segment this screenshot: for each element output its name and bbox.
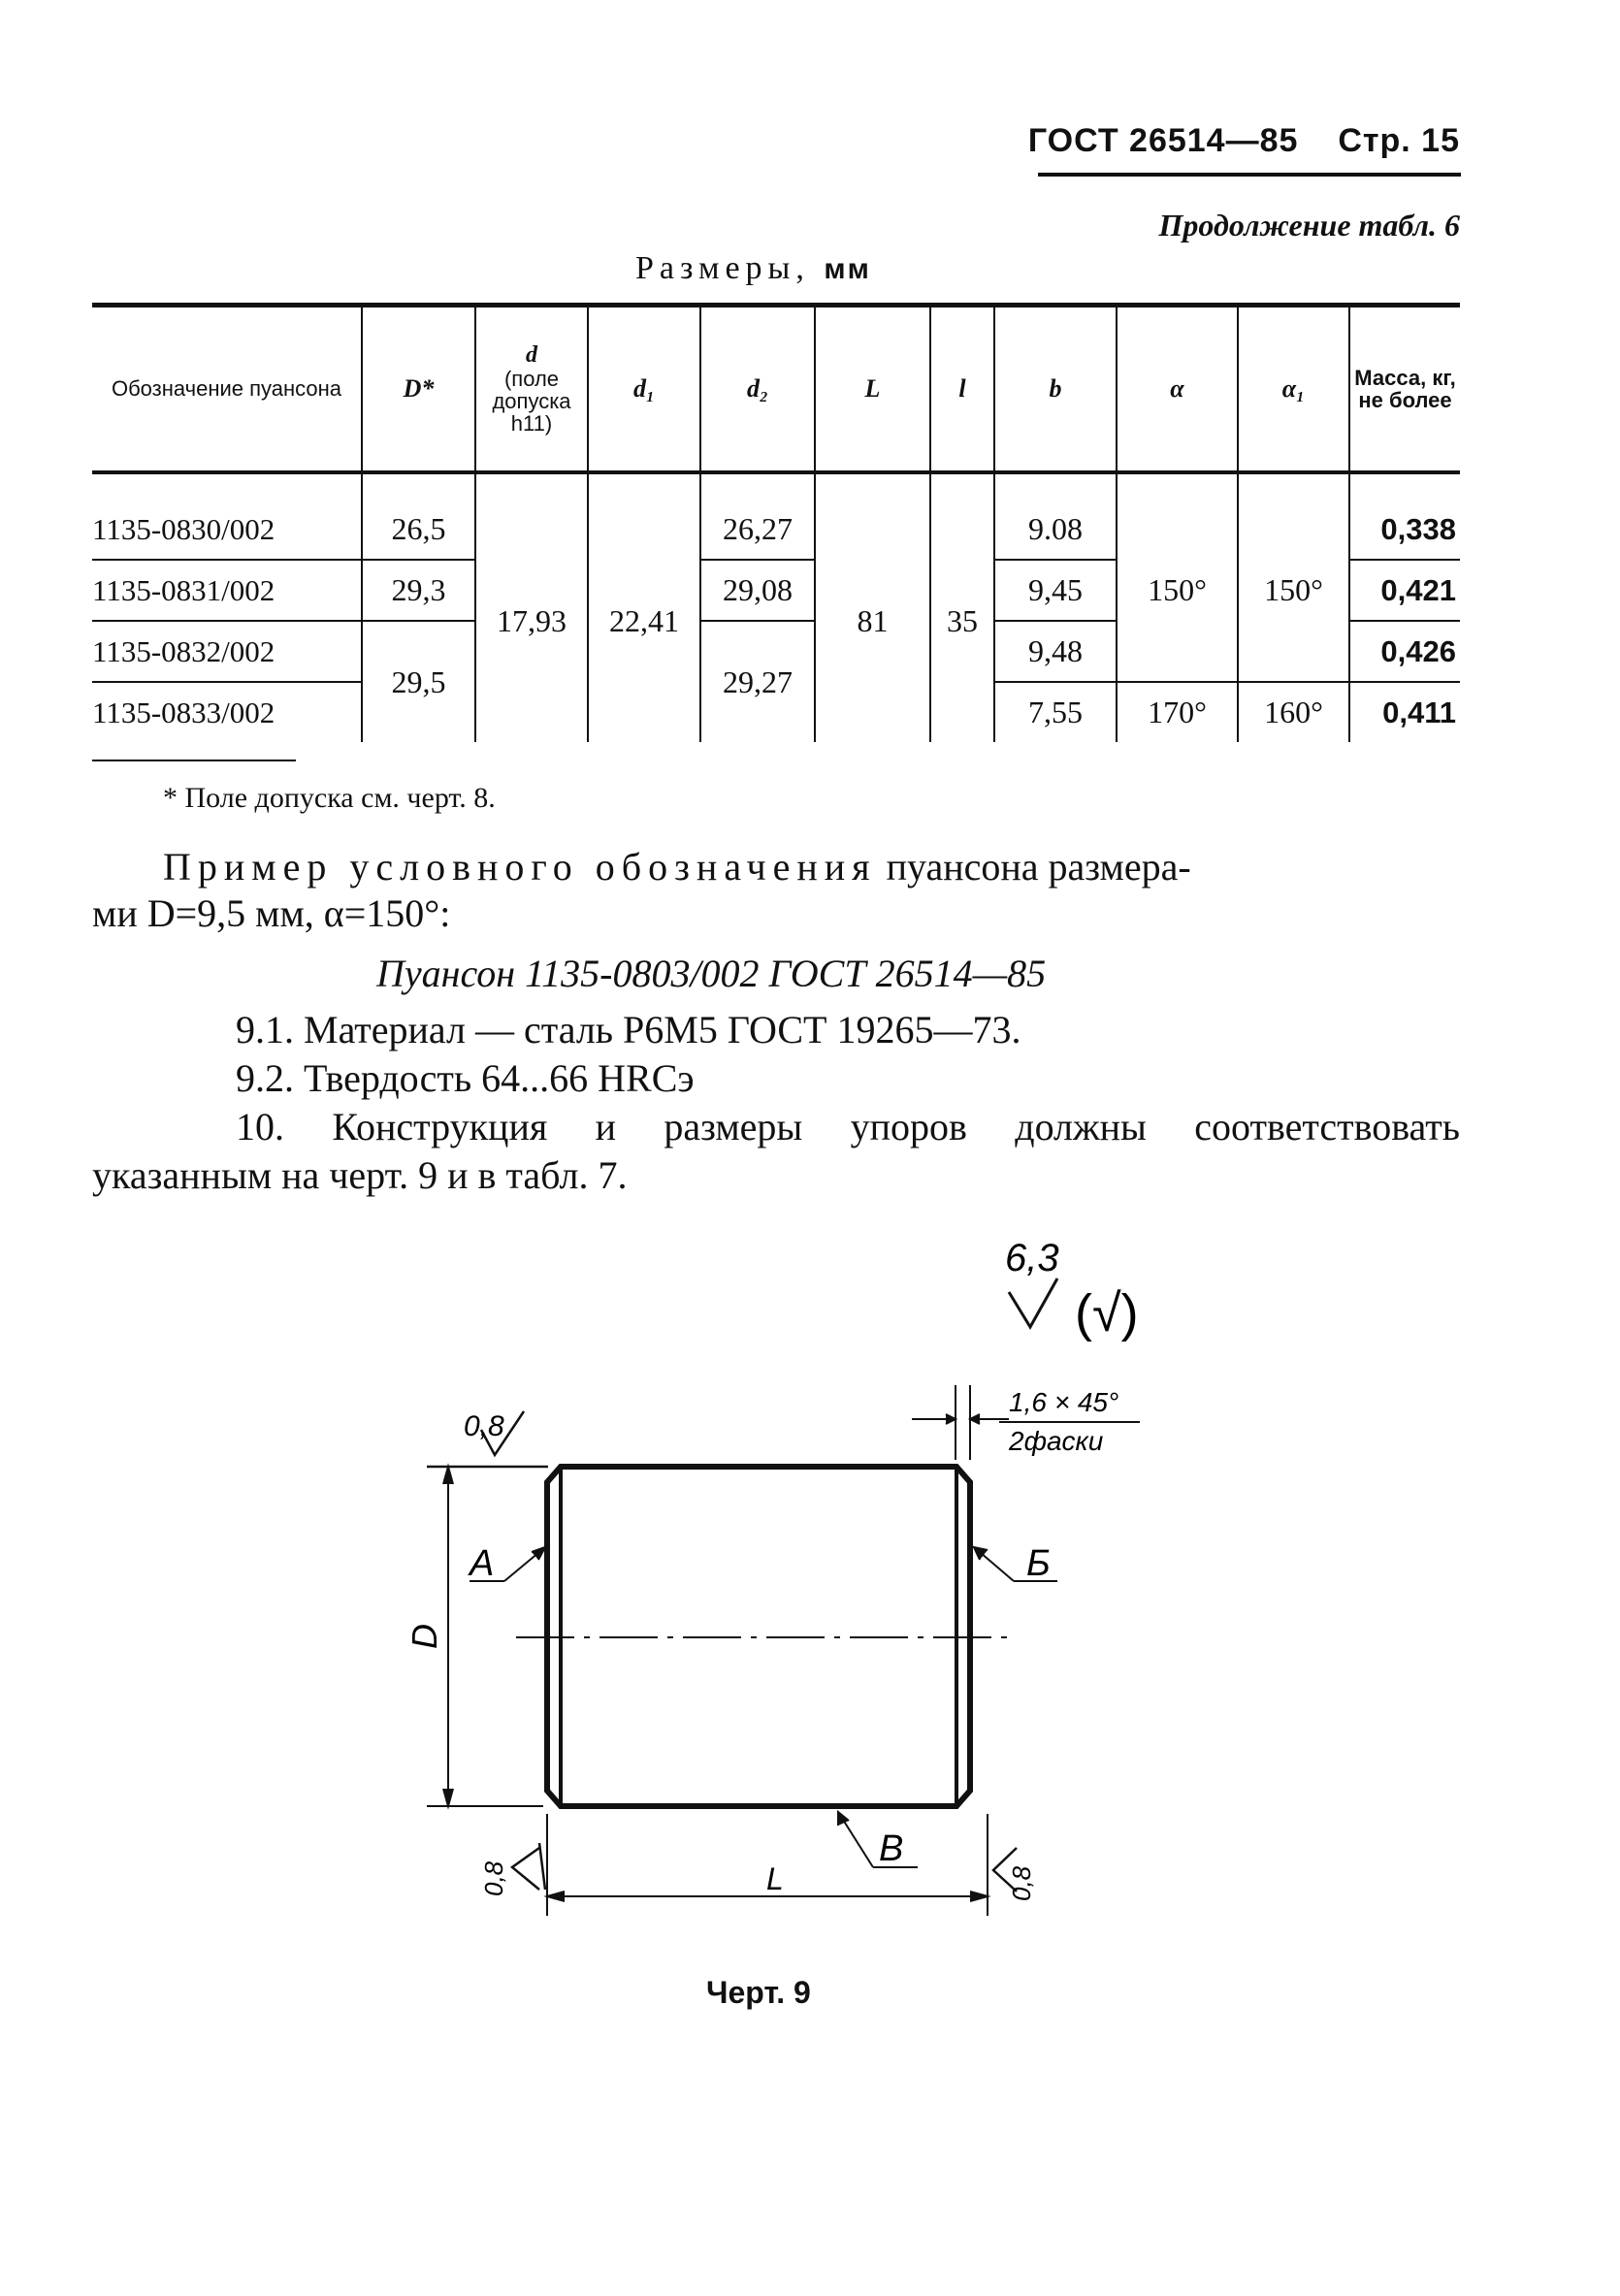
cell-mass: 0,338 xyxy=(1349,472,1460,560)
roughness-bottom-left xyxy=(512,1843,545,1890)
cell-D: 26,5 xyxy=(362,472,475,560)
cell-alpha: 170° xyxy=(1117,682,1238,742)
col-d1: d₁ xyxy=(588,306,700,473)
cell-l-merged: 35 xyxy=(930,472,994,742)
cell-D: 29,3 xyxy=(362,560,475,621)
cell-d1-merged: 22,41 xyxy=(588,472,700,742)
item-10-cont: указанным на черт. 9 и в табл. 7. xyxy=(92,1153,628,1197)
col-l: l xyxy=(930,306,994,473)
cell-b: 9,48 xyxy=(994,621,1117,682)
item-9-2: 9.2. Твердость 64...66 HRCэ xyxy=(236,1056,695,1100)
cell-b: 7,55 xyxy=(994,682,1117,742)
example-line1-rest: пуансона размера- xyxy=(886,845,1191,889)
example-line-2: ми D=9,5 мм, α=150°: xyxy=(92,891,451,935)
roughness-br-value: 0,8 xyxy=(1007,1865,1036,1901)
cell-designation: 1135-0832/002 xyxy=(92,621,362,682)
cell-mass: 0,411 xyxy=(1349,682,1460,742)
col-d2: d₂ xyxy=(700,306,815,473)
standard-number: ГОСТ 26514—85 xyxy=(1027,122,1299,159)
label-B: Б xyxy=(1026,1543,1051,1584)
cell-L-merged: 81 xyxy=(815,472,930,742)
label-V: В xyxy=(879,1828,904,1869)
cell-D-merged: 29,5 xyxy=(362,621,475,742)
cell-designation: 1135-0833/002 xyxy=(92,695,275,729)
cell-b: 9,45 xyxy=(994,560,1117,621)
roughness-bl-value: 0,8 xyxy=(479,1860,508,1896)
example-spaced-text: Пример условного обозначения xyxy=(163,845,877,889)
cell-alpha1-merged: 150° xyxy=(1238,472,1349,682)
cell-alpha1: 160° xyxy=(1238,682,1349,742)
cell-mass: 0,426 xyxy=(1349,621,1460,682)
cell-designation: 1135-0831/002 xyxy=(92,560,362,621)
col-D: D* xyxy=(362,306,475,473)
item-10: 10. Конструкция и размеры упоров должны соответствовать xyxy=(236,1105,1460,1148)
roughness-top-value: 0,8 xyxy=(464,1410,504,1442)
col-b: b xyxy=(994,306,1117,473)
item-9-1: 9.1. Материал — сталь Р6М5 ГОСТ 19265—73. xyxy=(236,1008,1021,1051)
drawing-caption: Черт. 9 xyxy=(706,1975,811,2010)
cell-b: 9.08 xyxy=(994,472,1117,560)
cell-d2: 29,08 xyxy=(700,560,815,621)
col-designation: Обозначение пуансона xyxy=(92,306,362,473)
example-designation: Пуансон 1135-0803/002 ГОСТ 26514—85 xyxy=(376,952,1047,995)
roughness-main-value: 6,3 xyxy=(1005,1237,1059,1279)
cell-alpha-merged: 150° xyxy=(1117,472,1238,682)
page-number: Стр. 15 xyxy=(1338,122,1460,159)
dimension-D-label: D xyxy=(405,1624,444,1649)
col-L: L xyxy=(815,306,930,473)
dimensions-label: Размеры, xyxy=(635,250,810,286)
cell-d-merged: 17,93 xyxy=(475,472,588,742)
dimension-L-label: L xyxy=(766,1861,784,1896)
cell-mass: 0,421 xyxy=(1349,560,1460,621)
col-alpha: α xyxy=(1117,306,1238,473)
roughness-other: (√) xyxy=(1075,1284,1139,1342)
col-d-note: (поле допуска h11) xyxy=(492,366,571,437)
col-mass: Масса, кг, не более xyxy=(1349,306,1460,473)
cell-d2-merged: 29,27 xyxy=(700,621,815,742)
dimensions-unit: мм xyxy=(824,253,871,285)
chamfer-size: 1,6 × 45° xyxy=(1009,1387,1119,1417)
cell-designation: 1135-0830/002 xyxy=(92,472,362,560)
roughness-symbol-main xyxy=(1009,1278,1057,1327)
label-A: А xyxy=(470,1543,495,1584)
chamfer-note: 2фаски xyxy=(1009,1426,1104,1456)
col-d-symbol: d xyxy=(526,341,537,368)
footnote: * Поле допуска см. черт. 8. xyxy=(163,782,496,814)
table-continuation: Продолжение табл. 6 xyxy=(1158,208,1460,243)
leader-V xyxy=(838,1812,918,1867)
cell-d2: 26,27 xyxy=(700,472,815,560)
col-alpha1: α₁ xyxy=(1238,306,1349,473)
